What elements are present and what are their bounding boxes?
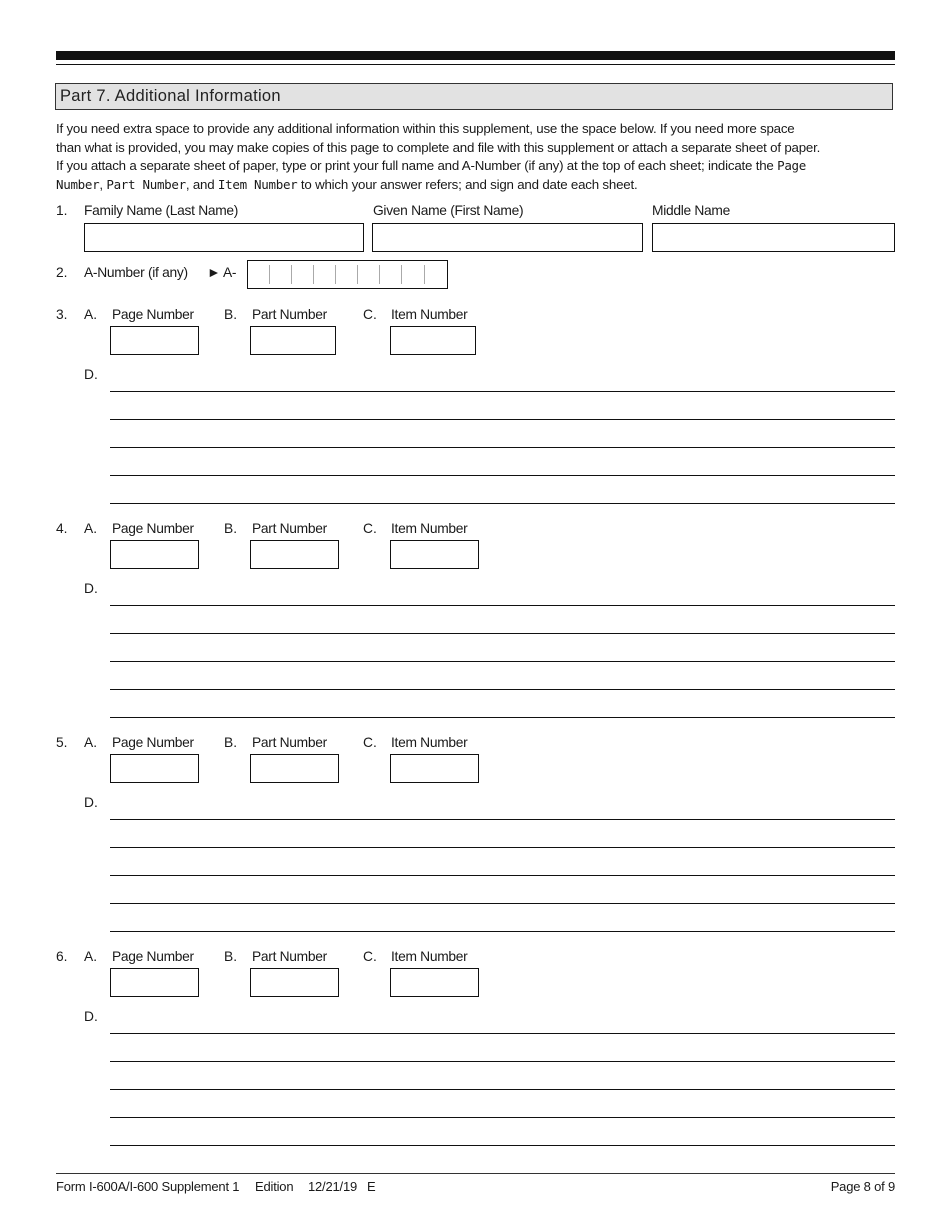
answer-line[interactable] — [110, 717, 895, 718]
item-number-field[interactable] — [390, 540, 479, 569]
answer-line[interactable] — [110, 1089, 895, 1090]
intro-part-number-term: Part Number — [106, 176, 186, 192]
part-title: Part 7. Additional Information — [60, 87, 281, 105]
answer-line[interactable] — [110, 391, 895, 392]
a-number-label: A-Number (if any) — [84, 265, 188, 280]
page-number-label: Page Number — [112, 521, 194, 536]
intro-item-number-term: Item Number — [217, 176, 298, 192]
page-number-label: Page Number — [112, 307, 194, 322]
intro-line-4 — [56, 176, 896, 195]
intro-line-3 — [56, 157, 896, 176]
middle-name-label: Middle Name — [652, 203, 730, 218]
answer-line[interactable] — [110, 819, 895, 820]
answer-line[interactable] — [110, 689, 895, 690]
intro-and: , and — [185, 176, 218, 192]
answer-line[interactable] — [110, 447, 895, 448]
family-name-label: Family Name (Last Name) — [84, 203, 239, 218]
footer-page-number: Page 8 of 9 — [830, 1179, 895, 1194]
page-number-field[interactable] — [110, 540, 199, 569]
intro-number-term: Number — [56, 176, 100, 192]
section-number: 5. — [56, 735, 68, 750]
part-number-label: Part Number — [252, 307, 327, 322]
intro-page-term: Page — [777, 158, 806, 174]
part-number-label: Part Number — [252, 735, 327, 750]
answer-line[interactable] — [110, 419, 895, 420]
footer-edition-label: Edition — [255, 1179, 294, 1194]
footer-edition-date: 12/21/19 — [308, 1179, 358, 1194]
a-number-cell-divider — [335, 265, 336, 284]
footer-edition-code: E — [367, 1179, 376, 1194]
answer-line[interactable] — [110, 605, 895, 606]
answer-line[interactable] — [110, 475, 895, 476]
item-number-label: Item Number — [391, 735, 468, 750]
sub-b-label: B. — [224, 307, 238, 322]
intro-line-1: If you need extra space to provide any additional information within this supplement, use the space below. If you need more space — [56, 121, 795, 136]
part-number-field[interactable] — [250, 326, 336, 355]
a-number-cell-divider — [379, 265, 380, 284]
a-number-cell-divider — [291, 265, 292, 284]
part-number-field[interactable] — [250, 540, 339, 569]
section-number: 6. — [56, 949, 68, 964]
a-number-cell-divider — [357, 265, 358, 284]
top-rule-thin — [56, 64, 895, 65]
item-number-field[interactable] — [390, 326, 476, 355]
item-number-label: Item Number — [391, 949, 468, 964]
page-number-label: Page Number — [112, 735, 194, 750]
a-number-cell-divider — [401, 265, 402, 284]
sub-c-label: C. — [363, 307, 377, 322]
page-number-field[interactable] — [110, 326, 199, 355]
intro-line-4-tail: to which your answer refers; and sign and date each sheet. — [297, 176, 638, 192]
item-number-label: Item Number — [391, 307, 468, 322]
answer-line[interactable] — [110, 633, 895, 634]
a-number-cell-divider — [424, 265, 425, 284]
sub-d-label: D. — [84, 795, 98, 810]
sub-d-label: D. — [84, 581, 98, 596]
top-rule-thick — [56, 51, 895, 60]
part-number-label: Part Number — [252, 949, 327, 964]
answer-line[interactable] — [110, 847, 895, 848]
middle-name-field[interactable] — [652, 223, 895, 252]
intro-line-2: than what is provided, you may make copies of this page to complete and file with this supplement or attach a separate sheet of paper. — [56, 139, 821, 155]
sub-b-label: B. — [224, 949, 238, 964]
answer-line[interactable] — [110, 503, 895, 504]
part-number-label: Part Number — [252, 521, 327, 536]
intro-comma-1: , — [99, 176, 107, 192]
a-number-prefix: A- — [223, 265, 237, 280]
answer-line[interactable] — [110, 661, 895, 662]
a-number-field[interactable] — [247, 260, 448, 289]
answer-line[interactable] — [110, 875, 895, 876]
a-number-cell-divider — [269, 265, 270, 284]
sub-c-label: C. — [363, 949, 377, 964]
intro-line-3-text: If you attach a separate sheet of paper, type or print your full name and A-Number (if any) at the top of each sheet; indicate the — [56, 158, 778, 174]
answer-line[interactable] — [110, 931, 895, 932]
footer-form-name: Form I-600A/I-600 Supplement 1 — [56, 1179, 240, 1194]
sub-c-label: C. — [363, 735, 377, 750]
page-number-field[interactable] — [110, 754, 199, 783]
part-number-field[interactable] — [250, 968, 339, 997]
item-2-number: 2. — [56, 265, 68, 280]
answer-line[interactable] — [110, 1117, 895, 1118]
a-number-cell-divider — [313, 265, 314, 284]
footer-rule — [56, 1173, 895, 1174]
answer-line[interactable] — [110, 1145, 895, 1146]
sub-d-label: D. — [84, 1009, 98, 1024]
sub-a-label: A. — [84, 307, 98, 322]
item-1-number: 1. — [56, 203, 68, 218]
item-number-label: Item Number — [391, 521, 468, 536]
given-name-field[interactable] — [372, 223, 643, 252]
page-number-label: Page Number — [112, 949, 194, 964]
answer-line[interactable] — [110, 903, 895, 904]
sub-b-label: B. — [224, 521, 238, 536]
given-name-label: Given Name (First Name) — [373, 203, 524, 218]
sub-a-label: A. — [84, 949, 98, 964]
part-number-field[interactable] — [250, 754, 339, 783]
family-name-field[interactable] — [84, 223, 364, 252]
part-7-header — [55, 83, 893, 110]
sub-d-label: D. — [84, 367, 98, 382]
item-number-field[interactable] — [390, 968, 479, 997]
sub-a-label: A. — [84, 521, 98, 536]
sub-b-label: B. — [224, 735, 238, 750]
answer-line[interactable] — [110, 1061, 895, 1062]
arrow-icon: ► — [207, 265, 221, 280]
sub-a-label: A. — [84, 735, 98, 750]
item-number-field[interactable] — [390, 754, 479, 783]
intro-text — [56, 120, 896, 194]
sub-c-label: C. — [363, 521, 377, 536]
answer-line[interactable] — [110, 1033, 895, 1034]
section-number: 4. — [56, 521, 68, 536]
page-number-field[interactable] — [110, 968, 199, 997]
section-number: 3. — [56, 307, 68, 322]
